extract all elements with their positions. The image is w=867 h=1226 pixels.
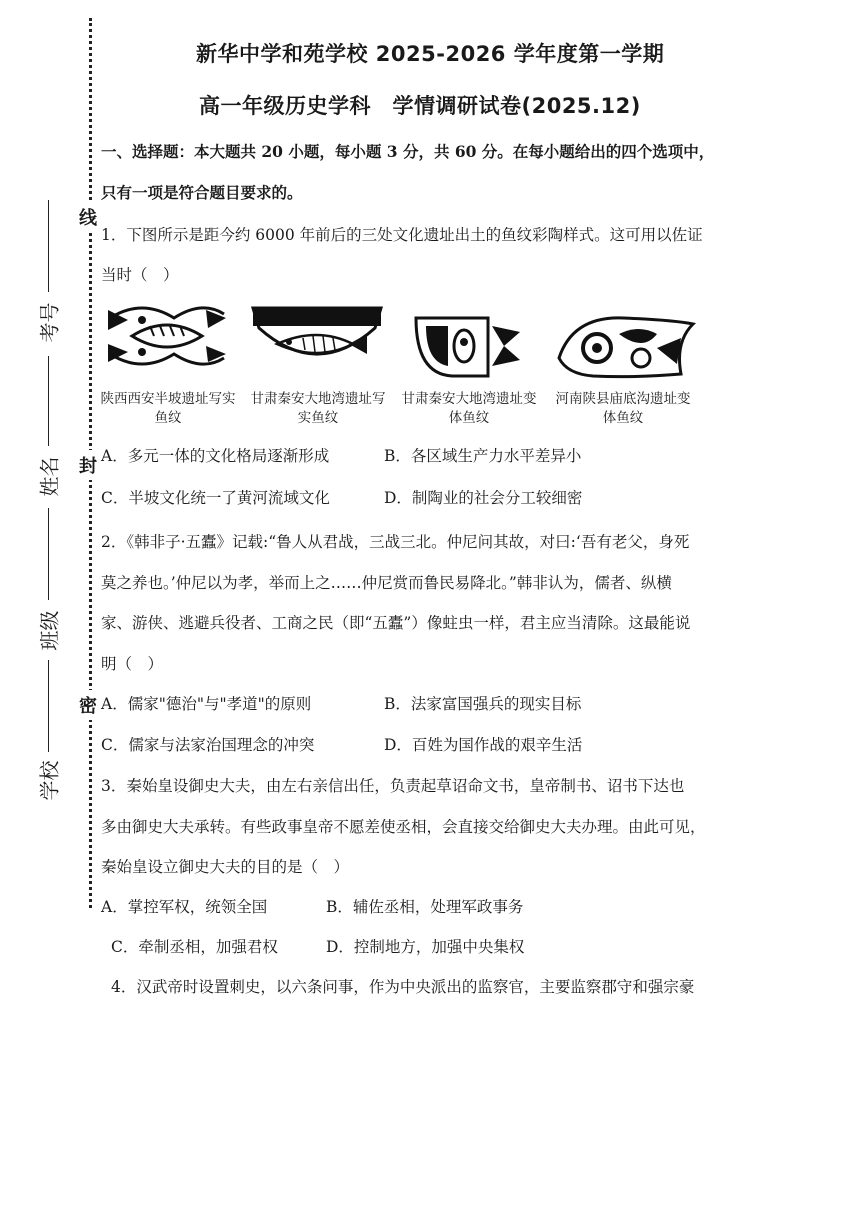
name-blank xyxy=(48,356,49,446)
q1-stem-line2: 当时（ ） xyxy=(101,266,179,284)
section-heading: 一、选择题：本大题共 20 小题，每小题 3 分，共 60 分。在每小题给出的四个选项中， xyxy=(101,142,715,161)
q2-option-d: D．百姓为国作战的艰辛生活 xyxy=(384,736,583,754)
class-label: 班级 xyxy=(37,610,62,651)
section-heading-cont: 只有一项是符合题目要求的。 xyxy=(101,183,303,202)
q2-option-a: A．儒家"德治"与"孝道"的原则 xyxy=(101,695,312,713)
dadiwan-stylized-fish-caption: 甘肃秦安大地湾遗址变体鱼纹 xyxy=(401,391,537,426)
seal-char-feng: 封 xyxy=(79,450,97,480)
exam-title-line2: 高一年级历史学科 学情调研试卷(2025.12) xyxy=(199,94,641,118)
dadiwan-stylized-fish-image xyxy=(412,312,524,380)
seal-char-xian: 线 xyxy=(79,202,97,232)
q2-stem-line3: 家、游侠、逃避兵役者、工商之民（即“五蠹”）像蛀虫一样，君主应当清除。这最能说 xyxy=(101,614,691,632)
miaodigou-stylized-fish-caption: 河南陕县庙底沟遗址变体鱼纹 xyxy=(555,391,691,426)
banpo-fish-caption: 陕西西安半坡遗址写实鱼纹 xyxy=(100,391,236,426)
exam-number-blank xyxy=(48,200,49,292)
dadiwan-realistic-fish-image xyxy=(249,304,385,374)
exam-title-line1: 新华中学和苑学校 2025-2026 学年度第一学期 xyxy=(196,42,665,66)
school-blank xyxy=(48,660,49,752)
q3-option-c: C．牵制丞相，加强君权 xyxy=(111,938,278,956)
q3-option-b: B．辅佐丞相，处理军政事务 xyxy=(326,898,524,916)
school-label: 学校 xyxy=(37,760,62,801)
q2-stem-line4: 明（ ） xyxy=(101,655,164,673)
miaodigou-stylized-fish-image xyxy=(553,312,697,382)
q1-option-a: A．多元一体的文化格局逐渐形成 xyxy=(101,447,330,465)
q3-option-d: D．控制地方，加强中央集权 xyxy=(326,938,525,956)
q4-stem-line1: 4．汉武帝时设置刺史，以六条问事，作为中央派出的监察官，主要监察郡守和强宗豪 xyxy=(111,978,695,996)
q3-stem-line1: 3．秦始皇设御史大夫，由左右亲信出任，负责起草诏命文书，皇帝制书、诏书下达也 xyxy=(101,777,685,795)
q3-stem-line3: 秦始皇设立御史大夫的目的是（ ） xyxy=(101,858,350,876)
q1-option-d: D．制陶业的社会分工较细密 xyxy=(384,489,583,507)
q2-stem-line1: 2．《韩非子·五蠹》记载:“鲁人从君战，三战三北。仲尼问其故，对曰:‘吾有老父，身死 xyxy=(101,533,690,551)
class-blank xyxy=(48,508,49,600)
q1-option-b: B．各区域生产力水平差异小 xyxy=(384,447,582,465)
dadiwan-realistic-fish-caption: 甘肃秦安大地湾遗址写实鱼纹 xyxy=(250,391,386,426)
q3-option-a: A．掌控军权，统领全国 xyxy=(101,898,268,916)
banpo-fish-pattern-image xyxy=(102,296,232,376)
q2-option-c: C．儒家与法家治国理念的冲突 xyxy=(101,736,315,754)
q2-option-b: B．法家富国强兵的现实目标 xyxy=(384,695,582,713)
q1-option-c: C．半坡文化统一了黄河流域文化 xyxy=(101,489,330,507)
seal-char-mi: 密 xyxy=(79,690,97,720)
name-label: 姓名 xyxy=(37,456,62,497)
exam-number-label: 考号 xyxy=(37,302,62,343)
q3-stem-line2: 多由御史大夫承转。有些政事皇帝不愿差使丞相，会直接交给御史大夫办理。由此可见， xyxy=(101,818,706,836)
q2-stem-line2: 莫之养也。’仲尼以为孝，举而上之……仲尼赏而鲁民易降北。”韩非认为，儒者、纵横 xyxy=(101,574,672,592)
q1-stem-line1: 1．下图所示是距今约 6000 年前后的三处文化遗址出土的鱼纹彩陶样式。这可用以佐证 xyxy=(101,226,703,244)
